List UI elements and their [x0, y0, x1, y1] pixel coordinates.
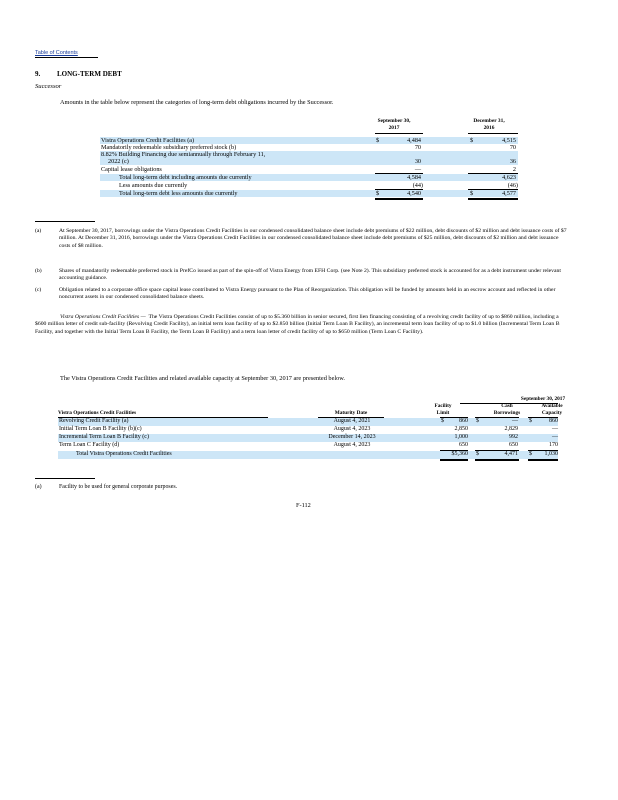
- value-2017: 30: [414, 158, 421, 166]
- currency: $: [376, 137, 380, 144]
- footnote-mark: (b): [35, 268, 42, 274]
- col-header-cash: [482, 403, 532, 416]
- currency: $: [441, 418, 444, 424]
- value-2017: 4,584: [407, 174, 421, 181]
- table-row: [100, 174, 518, 181]
- page-number: F-112: [296, 502, 311, 509]
- row-label: Less amounts due currently: [119, 181, 188, 189]
- footnote-text: Obligation related to a corporate office space capital lease contributed to Vistra Energy pursuant to the Plan of Reorganization. This obligation will be funded by amounts held in an escrow account and reflected in other noncurrent assets in our condensed consolidated balance sheets.: [59, 287, 556, 301]
- table-row: [58, 418, 558, 426]
- currency: $: [529, 418, 532, 424]
- value-2017: 70: [414, 144, 421, 151]
- col-header-line: December 31,: [473, 118, 505, 124]
- col-header-line: September 30,: [377, 118, 411, 124]
- col-header-facility: Vistra Operations Credit Facilities: [58, 410, 137, 416]
- section-number: 9.: [35, 70, 41, 78]
- section-heading: [35, 70, 122, 78]
- available-capacity: 1,030: [544, 451, 558, 457]
- col-header-sep-2017: [363, 118, 425, 132]
- group-header: September 30, 2017: [520, 396, 566, 402]
- header-line: Capacity: [541, 409, 563, 416]
- currency: $: [476, 451, 479, 457]
- footnote-mark: (c): [35, 287, 42, 293]
- col-header-line: 2017: [388, 125, 400, 131]
- available-capacity: 860: [549, 418, 558, 424]
- total-double-rule: [475, 459, 519, 461]
- facility-limit: 650: [459, 442, 468, 448]
- table-row: [100, 182, 518, 189]
- table-row: [100, 166, 518, 173]
- col-header-available: [530, 403, 574, 416]
- value-2016: 4,515: [502, 137, 516, 144]
- row-label: Mandatorily redeemable subsidiary preferred stock (b): [101, 144, 237, 151]
- footnote-b: [35, 268, 570, 283]
- value-2016: 36: [509, 158, 516, 166]
- currency: $: [376, 190, 380, 197]
- value-2016: 70: [509, 144, 516, 151]
- maturity-date: August 4, 2021: [333, 418, 371, 424]
- row-label: Total long-term debt including amounts due currently: [119, 174, 252, 181]
- header-line: Facility: [434, 403, 452, 409]
- row-label: Vistra Operations Credit Facilities (a): [101, 137, 195, 144]
- total-double-rule: [528, 459, 558, 461]
- row-label: 8.82% Building Financing due semiannually through February 11,: [101, 151, 266, 158]
- facility-name: Revolving Credit Facility (a): [59, 418, 129, 424]
- cash-borrowings: 650: [509, 442, 518, 448]
- facility-limit: 2,850: [454, 426, 468, 432]
- credit-facilities-paragraph: [35, 314, 571, 336]
- value-2017: 4,484: [407, 137, 421, 144]
- value-2016: 4,577: [502, 190, 516, 197]
- total-double-rule: [375, 198, 423, 200]
- paragraph-text: The Vistra Operations Credit Facilities consist of up to $5.360 billion in senior secured, first lien financing consisting of a revolving credit facility of up to $860 million, including a $600 million letter of credit sub-facility (Revolving Credit Facility), an initial term loan facility of up to $2.850 billion (Initial Term Loan B Facility), an incremental term loan facility of up to $1.0 billion (Incremental Term Loan B Facility, and together with the Initial Term Loan B Facility, the Term Loan B Facility) and a term loan letter of credit facility of up to $650 million (Term Loan C Facility).: [35, 314, 560, 335]
- value-2016: (46): [507, 181, 518, 189]
- header-line: Cash: [501, 403, 513, 409]
- header-line: Limit: [436, 409, 450, 416]
- available-capacity: —: [552, 434, 558, 440]
- footnote-mark: (a): [35, 228, 42, 234]
- footnote-text: At September 30, 2017, borrowings under the Vistra Operations Credit Facilities in our condensed consolidated balance sheet include debt premiums of $22 million, debt discounts of $2 million and debt issuance costs of $7 million. At December 31, 2016, borrowings under the Vistra Operations Credit Facilities in our condensed consolidated balance sheet include debt premiums of $25 million, debt discounts of $2 million and debt issuance costs of $8 million.: [59, 228, 567, 249]
- maturity-date: August 4, 2023: [333, 426, 371, 432]
- table-row: [58, 426, 558, 434]
- facility-limit: 1,000: [454, 434, 468, 440]
- intro-text-2: The Vistra Operations Credit Facilities and related available capacity at September 30, 2017 are presented below.: [60, 375, 345, 382]
- col-header-limit: [428, 403, 458, 416]
- row-label: Capital lease obligations: [101, 166, 162, 173]
- footnote-text: Shares of mandatorily redeemable preferred stock in PrefCo issued as part of the spin-off of Vistra Energy from EFH Corp. (see Note 2). This subsidiary preferred stock is accounted for as a debt instrument under relevant accounting guidance.: [59, 268, 561, 282]
- cash-borrowings: —: [512, 418, 518, 424]
- footnote-text: Facility to be used for general corporate purposes.: [59, 484, 178, 490]
- row-label: Total long-term debt less amounts due currently: [119, 190, 238, 197]
- value-2017: (44): [412, 181, 423, 189]
- currency: $: [476, 418, 479, 424]
- header-line: Borrowings: [493, 409, 521, 416]
- maturity-date: August 4, 2023: [333, 442, 371, 448]
- table-row: [58, 451, 558, 459]
- currency: $: [470, 137, 474, 144]
- col-header-line: 2016: [483, 125, 495, 131]
- table-row: [58, 434, 558, 442]
- table-of-contents-link[interactable]: Table of Contents: [35, 50, 78, 56]
- facility-name: Term Loan C Facility (d): [59, 442, 120, 448]
- intro-text: Amounts in the table below represent the categories of long-term debt obligations incurred by the Successor.: [60, 99, 334, 106]
- cash-borrowings: 4,471: [504, 451, 518, 457]
- section-title: LONG-TERM DEBT: [57, 70, 122, 78]
- available-capacity: 170: [549, 442, 558, 448]
- footnote-mark: (a): [35, 484, 42, 490]
- paragraph-lead: Vistra Operations Credit Facilities —: [60, 314, 146, 320]
- table-row: [100, 190, 518, 197]
- value-2017: 4,540: [407, 190, 421, 197]
- value-2016: 4,623: [502, 174, 516, 181]
- row-label: 2022 (c): [108, 158, 129, 166]
- table-row: [100, 158, 518, 165]
- facility-limit: $5,360: [451, 451, 468, 457]
- subheading: Successor: [35, 83, 62, 90]
- toc-underline: [35, 57, 98, 58]
- col-header-maturity: Maturity Date: [334, 410, 368, 416]
- header-rule: [468, 133, 518, 134]
- footnote-c: [35, 287, 570, 302]
- header-line: Available: [541, 403, 563, 409]
- available-capacity: —: [552, 426, 558, 432]
- facility-limit: 860: [459, 418, 468, 424]
- value-2017: —: [414, 166, 421, 173]
- cash-borrowings: 2,829: [504, 426, 518, 432]
- footnote-a: [35, 228, 570, 250]
- value-2016: 2: [512, 166, 516, 173]
- facility-name: Initial Term Loan B Facility (b)(c): [59, 426, 142, 432]
- total-double-rule: [440, 459, 468, 461]
- table2-footnote-a: [35, 484, 177, 490]
- footnote-rule: [35, 221, 95, 222]
- cash-borrowings: 992: [509, 434, 518, 440]
- currency: $: [470, 190, 474, 197]
- header-rule: [375, 133, 423, 134]
- table-row: [58, 442, 558, 450]
- total-double-rule: [468, 198, 518, 200]
- facility-name: Incremental Term Loan B Facility (c): [59, 434, 149, 440]
- maturity-date: December 14, 2023: [328, 434, 376, 440]
- facility-name: Total Vistra Operations Credit Facilities: [76, 451, 172, 457]
- footnote-rule: [35, 478, 95, 479]
- col-header-dec-2016: [458, 118, 520, 132]
- currency: $: [529, 451, 532, 457]
